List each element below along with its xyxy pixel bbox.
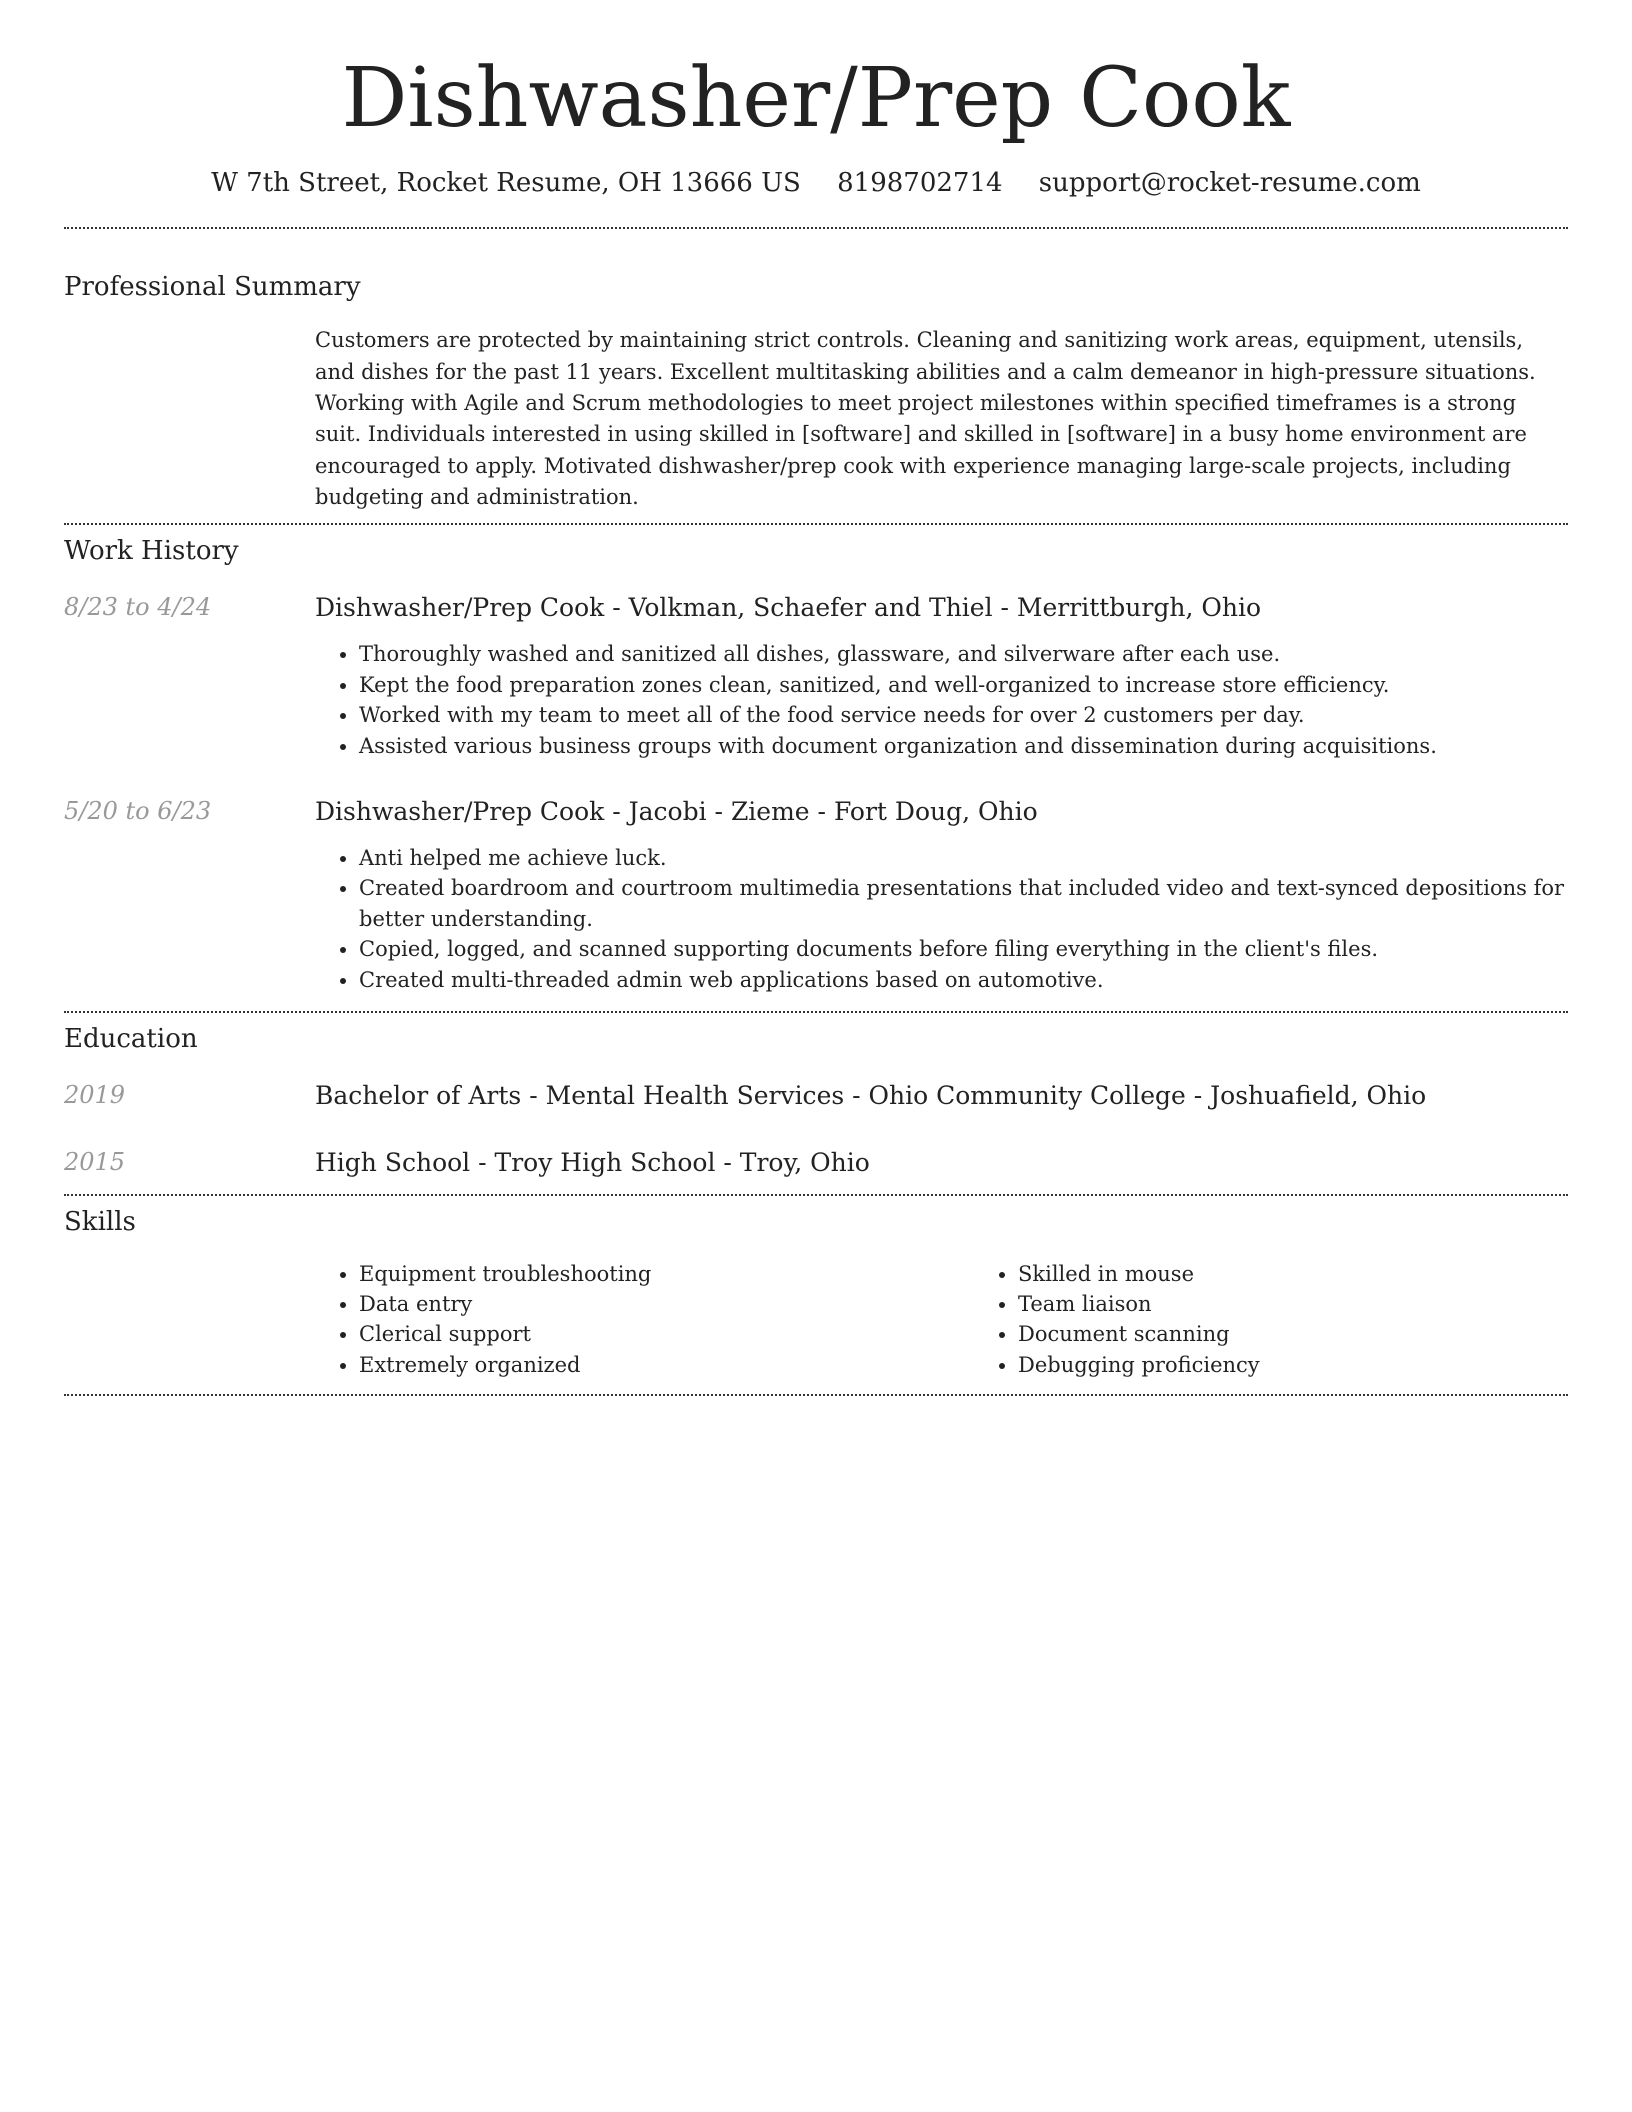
list-item: • Equipment troubleshooting — [359, 1259, 974, 1289]
list-item: • Document scanning — [1018, 1319, 1568, 1349]
skills-grid — [315, 1259, 1568, 1381]
education-degree: High School — [315, 1148, 471, 1178]
skills-list-left — [315, 1259, 974, 1381]
list-item: • Team liaison — [1018, 1289, 1568, 1319]
education-divider — [64, 1194, 1568, 1196]
job-entry — [64, 593, 1568, 761]
job-entry — [64, 797, 1568, 995]
job-title — [315, 593, 1568, 623]
skills-divider — [64, 1394, 1568, 1396]
education-heading: Education — [64, 1024, 198, 1055]
contact-line — [64, 168, 1568, 199]
summary-section — [64, 272, 1568, 513]
job-dates: 8/23 to 4/24 — [64, 593, 212, 622]
education-body — [315, 1148, 1568, 1178]
education-details: - Ohio Community College - Joshuafield, Ohio — [844, 1081, 1427, 1111]
education-degree: Bachelor of Arts - Mental Health Services — [315, 1081, 845, 1111]
list-item: • Anti helped me achieve luck. — [359, 843, 1568, 873]
skills-heading: Skills — [64, 1207, 136, 1238]
list-item: • Worked with my team to meet all of the food service needs for over 2 customers per day. — [359, 700, 1568, 730]
list-item: • Clerical support — [359, 1319, 974, 1349]
list-item: • Created multi-threaded admin web applications based on automotive. — [359, 965, 1568, 995]
list-item: • Extremely organized — [359, 1350, 974, 1380]
job-body — [315, 797, 1568, 995]
summary-body — [315, 325, 1568, 513]
job-role: Dishwasher/Prep Cook — [315, 797, 605, 826]
job-details: - Volkman, Schaefer and Thiel - Merrittburgh, Ohio — [604, 593, 1261, 623]
education-entry — [64, 1148, 1568, 1178]
contact-address: W 7th Street, Rocket Resume, OH 13666 US — [211, 168, 801, 198]
contact-phone: 8198702714 — [837, 168, 1003, 198]
job-bullets — [315, 639, 1568, 761]
list-item: • Data entry — [359, 1289, 974, 1319]
list-item: • Skilled in mouse — [1018, 1259, 1568, 1289]
skills-section — [64, 1207, 1568, 1380]
candidate-name: Dishwasher/Prep Cook — [341, 51, 1291, 146]
work-history-heading: Work History — [64, 536, 239, 567]
education-title — [315, 1081, 1568, 1111]
education-section — [64, 1024, 1568, 1178]
job-details: - Jacobi - Zieme - Fort Doug, Ohio — [604, 797, 1038, 826]
skills-row — [64, 1259, 1568, 1381]
job-dates: 5/20 to 6/23 — [64, 797, 212, 825]
header-divider — [64, 227, 1568, 229]
list-item: • Thoroughly washed and sanitized all dishes, glassware, and silverware after each use. — [359, 639, 1568, 669]
education-year: 2019 — [64, 1081, 126, 1110]
education-body — [315, 1081, 1568, 1111]
education-year: 2015 — [64, 1148, 126, 1177]
summary-heading: Professional Summary — [64, 272, 361, 303]
education-entry — [64, 1081, 1568, 1111]
list-item: • Kept the food preparation zones clean, sanitized, and well-organized to increase store efficiency. — [359, 670, 1568, 700]
summary-divider — [64, 523, 1568, 525]
list-item: • Assisted various business groups with document organization and dissemination during acquisitions. — [359, 731, 1568, 761]
job-body — [315, 593, 1568, 761]
skills-list-right — [974, 1259, 1568, 1381]
job-title — [315, 797, 1568, 827]
list-item: • Copied, logged, and scanned supporting documents before filing everything in the client's files. — [359, 934, 1568, 964]
summary-text: Customers are protected by maintaining strict controls. Cleaning and sanitizing work areas, equipment, utensils, and dishes for the past 11 years. Excellent multitasking abilities and a calm demeanor in high-pressure situations. Working with Agile and Scrum methodologies to meet project milestones within specified timeframes is a strong suit. Individuals interested in using skilled in [software] and skilled in [software] in a busy home environment are encouraged to apply. Motivated dishwasher/prep cook with experience managing large-scale projects, including budgeting and administration. — [315, 328, 1536, 509]
contact-email: support@rocket-resume.com — [1038, 168, 1421, 198]
list-item: • Debugging proficiency — [1018, 1350, 1568, 1380]
education-title — [315, 1148, 1568, 1178]
list-item: • Created boardroom and courtroom multimedia presentations that included video and text-synced depositions for better understanding. — [359, 873, 1568, 934]
work-history-section — [64, 536, 1568, 995]
job-role: Dishwasher/Prep Cook — [315, 593, 605, 623]
job-bullets — [315, 843, 1568, 995]
summary-row — [64, 325, 1568, 513]
education-details: - Troy High School - Troy, Ohio — [470, 1148, 870, 1178]
work-divider — [64, 1011, 1568, 1013]
